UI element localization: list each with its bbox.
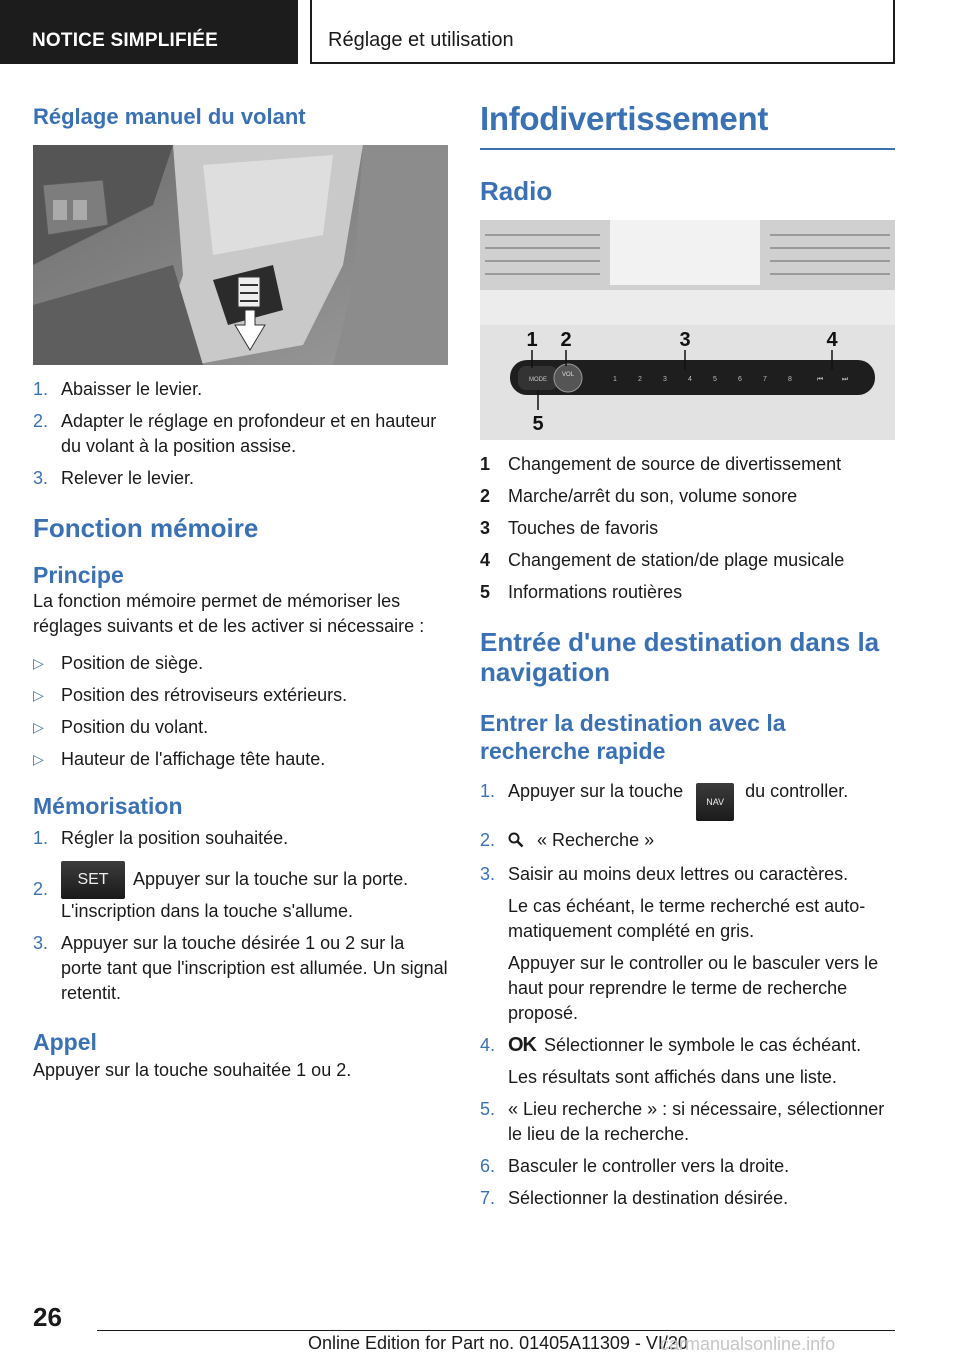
storage-steps-list	[33, 826, 448, 1006]
right-column	[480, 90, 895, 1218]
preset-4-label: 4	[688, 376, 692, 383]
mode-label: MODE	[529, 377, 547, 383]
list-item: 2. SET Appuyer sur la touche sur la porte. L'inscription dans la touche s'allume.	[33, 861, 448, 924]
radio-panel-photo	[480, 220, 895, 440]
list-item: ▷ Position du volant.	[33, 715, 448, 740]
list-item: 1. Appuyer sur la touche NAV du controller.	[480, 779, 895, 821]
principle-title: Principe	[33, 562, 124, 588]
list-item: 1. Régler la position souhaitée.	[33, 828, 289, 848]
list-item: 3. Appuyer sur la touche désirée 1 ou 2 sur la porte tant que l'inscription est allumée. Un signal retentit.	[33, 933, 448, 1003]
call-title: Appel	[33, 1029, 97, 1055]
list-item: 3. Relever le levier.	[33, 468, 195, 488]
list-item: 1. Abaisser le levier.	[33, 379, 203, 399]
list-item: 5 Informations routières	[480, 582, 683, 602]
callout-3: 3	[679, 329, 691, 351]
chapter-title: Réglage et utilisation	[310, 0, 895, 64]
triangle-right-icon: ▷	[33, 751, 44, 767]
page-number: 26	[33, 1302, 62, 1332]
quick-search-steps	[480, 779, 895, 1211]
preset-1-label: 1	[613, 376, 617, 383]
nav-button-image: NAV	[696, 783, 734, 821]
list-item: 4 Changement de station/de plage musicale	[480, 550, 845, 570]
triangle-right-icon: ▷	[33, 655, 44, 671]
nav-destination-title: Entrée d'une destination dans la navigation	[480, 627, 880, 687]
steering-lever-illustration	[33, 145, 448, 365]
page-header	[0, 0, 960, 66]
radio-title: Radio	[480, 176, 553, 206]
preset-3-label: 3	[663, 376, 667, 383]
next-track-label: ⏭	[841, 376, 849, 383]
preset-5-label: 5	[713, 376, 717, 383]
list-item: 2. Adapter le réglage en profondeur et en hauteur du volant à la position assise.	[33, 411, 437, 456]
left-column	[33, 90, 448, 1083]
quick-search-title: Entrer la destination avec la recherche rapide	[480, 710, 786, 764]
list-item: 4. OK Sélectionner le symbole le cas échéant. Les résultats sont affichés dans une liste.	[480, 1034, 862, 1087]
triangle-right-icon: ▷	[33, 687, 44, 703]
radio-panel-illustration	[480, 220, 895, 440]
wheel-steps-list	[33, 377, 448, 491]
list-item: ▷ Position des rétroviseurs extérieurs.	[33, 683, 448, 708]
list-item: 3. Saisir au moins deux lettres ou caractères. Le cas échéant, le terme recherché est automatiquement complété en gris. Appuyer sur le controller ou le basculer vers le haut pour reprendre le terme de recherche proposé.	[480, 864, 879, 1023]
footer-divider	[97, 1330, 895, 1331]
preset-6-label: 6	[738, 376, 742, 383]
preset-2-label: 2	[638, 376, 642, 383]
list-item: 2. « Recherche »	[480, 828, 895, 855]
list-item: ▷ Position de siège.	[33, 651, 448, 676]
vol-label: VOL	[561, 372, 575, 378]
preset-8-label: 8	[788, 376, 792, 383]
edition-text: Online Edition for Part no. 01405A11309 - VI/20	[308, 1333, 688, 1353]
callout-5: 5	[532, 413, 544, 435]
list-item: ▷ Hauteur de l'affichage tête haute.	[33, 747, 448, 772]
radio-legend-list	[480, 452, 895, 605]
call-text: Appuyer sur la touche souhaitée 1 ou 2.	[33, 1060, 352, 1080]
set-button-image: SET	[61, 861, 125, 899]
list-item: 3 Touches de favoris	[480, 518, 659, 538]
list-item: 1 Changement de source de divertissement	[480, 454, 842, 474]
section-tab: NOTICE SIMPLIFIÉE	[0, 0, 298, 64]
principle-items-list	[33, 651, 448, 772]
search-icon	[508, 830, 528, 855]
infotainment-title: Infodivertissement	[480, 100, 895, 150]
prev-track-label: ⏮	[816, 376, 824, 383]
storage-title: Mémorisation	[33, 793, 183, 819]
watermark: carmanualsonline.info	[660, 1334, 836, 1354]
callout-1: 1	[526, 329, 538, 351]
list-item: 6. Basculer le controller vers la droite.	[480, 1156, 790, 1176]
list-item: 5. « Lieu recherche » : si nécessaire, sélectionner le lieu de la recherche.	[480, 1099, 885, 1144]
callout-4: 4	[826, 329, 838, 351]
ok-icon: OK	[508, 1034, 536, 1056]
steering-lever-photo	[33, 145, 448, 365]
memory-function-title: Fonction mémoire	[33, 513, 259, 543]
list-item: 7. Sélectionner la destination désirée.	[480, 1188, 789, 1208]
preset-7-label: 7	[763, 376, 767, 383]
callout-2: 2	[560, 329, 572, 351]
list-item: 2 Marche/arrêt du son, volume sonore	[480, 486, 798, 506]
wheel-adjust-title: Réglage manuel du volant	[33, 104, 306, 129]
triangle-right-icon: ▷	[33, 719, 44, 735]
principle-text: La fonction mémoire permet de mémoriser les réglages suivants et de les activer si nécessaire :	[33, 591, 425, 636]
